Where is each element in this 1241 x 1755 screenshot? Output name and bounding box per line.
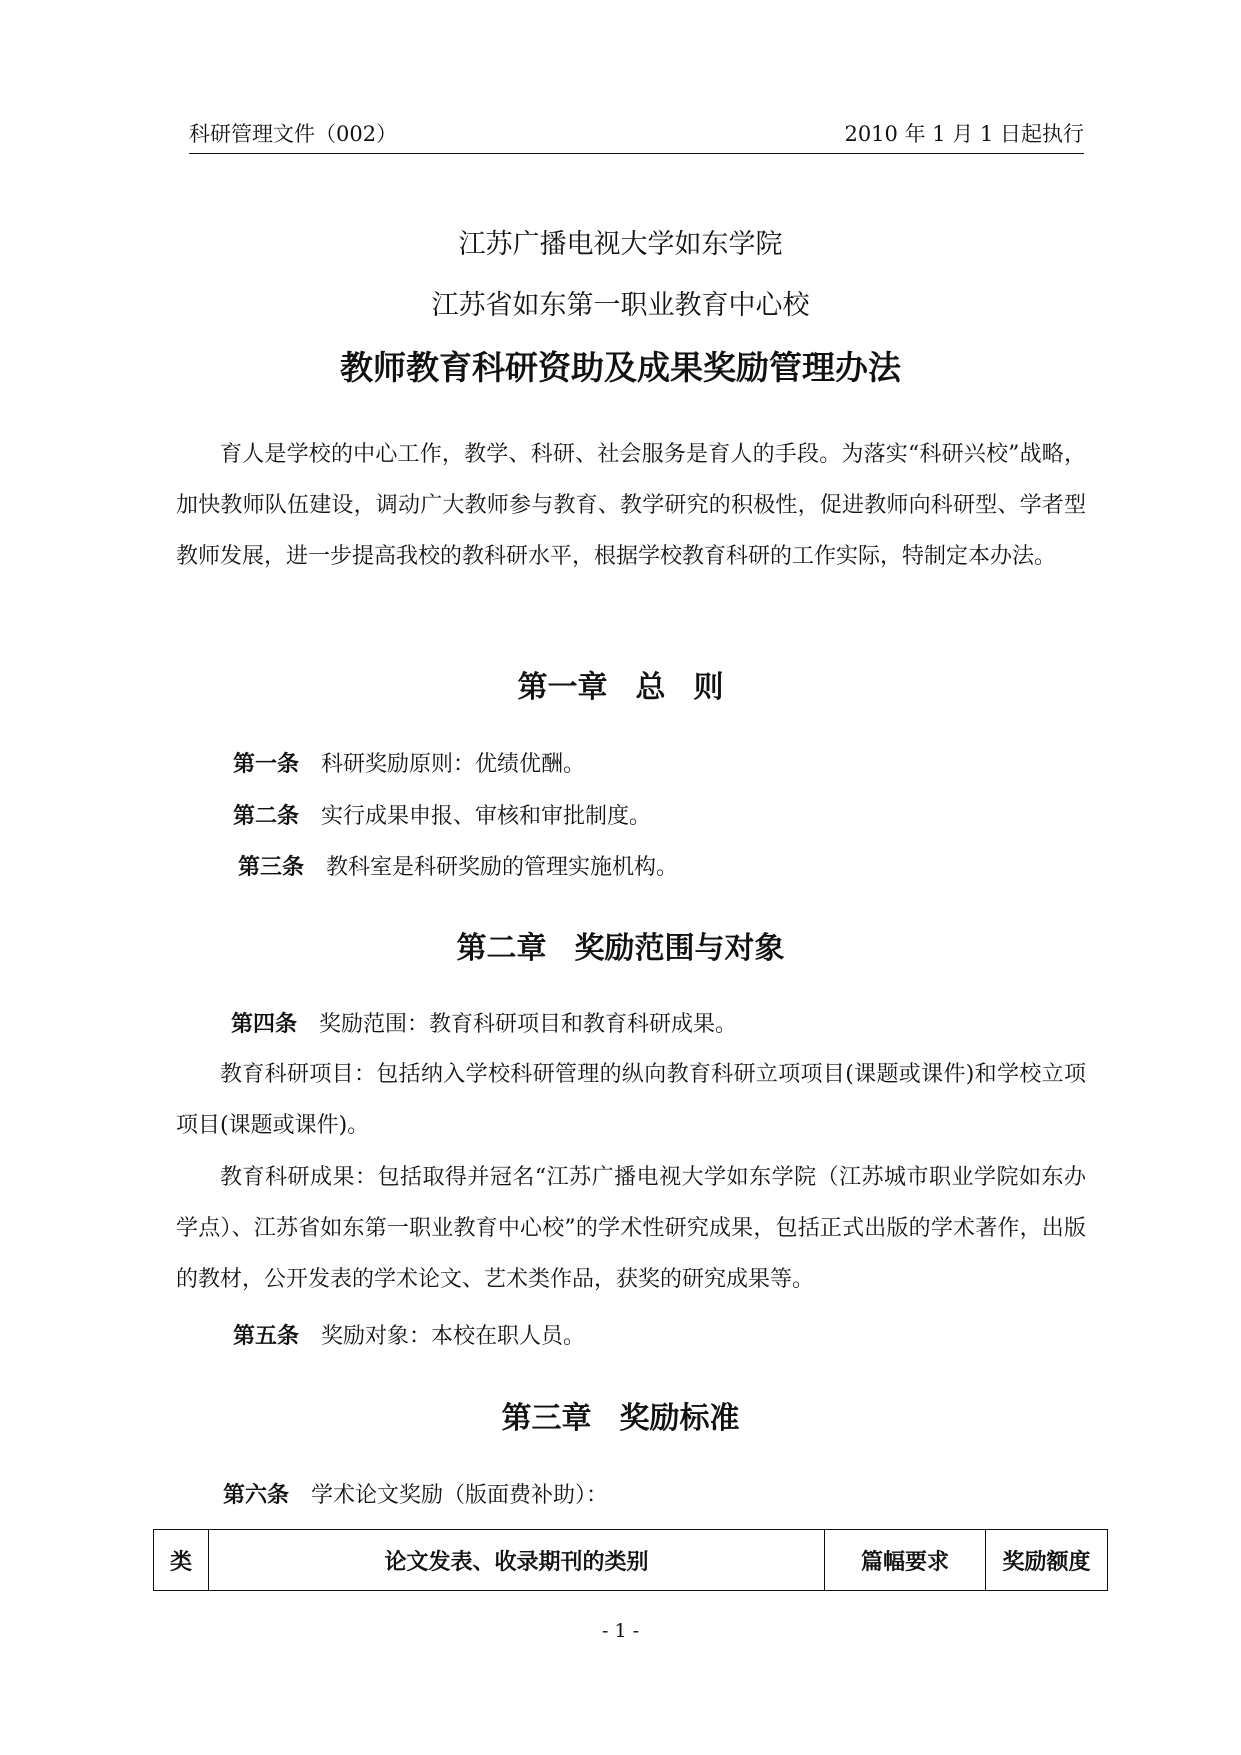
page-number: - 1 - — [601, 1620, 639, 1642]
header-effective-date: 2010 年 1 月 1 日起执行 — [844, 122, 1084, 146]
article-4-text: 奖励范围：教育科研项目和教育科研成果。 — [319, 1012, 738, 1037]
article-4-label: 第四条 — [231, 1012, 298, 1037]
article-4 — [231, 1010, 737, 1040]
table-header-category: 类 — [154, 1530, 209, 1591]
article-2-text: 实行成果申报、审核和审批制度。 — [321, 804, 652, 829]
chapter-3-number: 第三章 — [501, 1401, 592, 1436]
chapter-2-heading — [0, 923, 1241, 967]
paper-award-table — [153, 1529, 1108, 1591]
article-6-label: 第六条 — [223, 1483, 290, 1508]
article-6-text: 学术论文奖励（版面费补助）： — [311, 1483, 609, 1508]
article-1-label: 第一条 — [233, 752, 300, 777]
article-3-text: 教科室是科研奖励的管理实施机构。 — [326, 855, 679, 880]
table-header-row — [154, 1530, 1108, 1591]
chapter-2-title: 奖励范围与对象 — [574, 931, 785, 966]
article-3-label: 第三条 — [238, 855, 305, 880]
intro-paragraph: 育人是学校的中心工作，教学、科研、社会服务是育人的手段。为落实“科研兴校”战略，加快教师队伍建设，调动广大教师参与教育、教学研究的积极性，促进教师向科研型、学者型教师发展，进一步提高我校的教科研水平，根据学校教育科研的工作实际，特制定本办法。 — [176, 442, 1086, 569]
article-5-text: 奖励对象：本校在职人员。 — [321, 1324, 586, 1349]
article-3 — [238, 853, 678, 883]
table-header-award-amount: 奖励额度 — [986, 1530, 1108, 1591]
chapter-1-title-part-2: 则 — [693, 670, 724, 705]
article-5-label: 第五条 — [233, 1324, 300, 1349]
chapter-3-heading — [0, 1393, 1241, 1437]
research-projects-paragraph: 教育科研项目：包括纳入学校科研管理的纵向教育科研立项项目(课题或课件)和学校立项项目(课题或课件)。 — [176, 1062, 1086, 1138]
article-1 — [233, 750, 585, 780]
document-title: 教师教育科研资助及成果奖励管理办法 — [340, 348, 901, 387]
table-header-journal-type: 论文发表、收录期刊的类别 — [209, 1530, 825, 1591]
chapter-1-heading — [0, 662, 1241, 706]
page-header — [189, 120, 1084, 154]
article-5 — [233, 1322, 585, 1352]
research-results-paragraph: 教育科研成果：包括取得并冠名“江苏广播电视大学如东学院（江苏城市职业学院如东办学点）、江苏省如东第一职业教育中心校”的学术性研究成果，包括正式出版的学术著作，出版的教材，公开发表的学术论文、艺术类作品，获奖的研究成果等。 — [176, 1165, 1086, 1292]
chapter-1-number: 第一章 — [517, 670, 608, 705]
article-6 — [223, 1481, 608, 1511]
header-document-number: 科研管理文件（002） — [189, 122, 398, 146]
title-institution-1: 江苏广播电视大学如东学院 — [458, 229, 783, 260]
chapter-3-title: 奖励标准 — [619, 1401, 740, 1436]
title-institution-2: 江苏省如东第一职业教育中心校 — [431, 290, 810, 321]
article-1-text: 科研奖励原则：优绩优酬。 — [321, 752, 586, 777]
article-2-label: 第二条 — [233, 804, 300, 829]
chapter-2-number: 第二章 — [456, 931, 547, 966]
chapter-1-title-part-1: 总 — [635, 670, 666, 705]
table-header-length-requirement: 篇幅要求 — [825, 1530, 986, 1591]
article-2 — [233, 802, 651, 832]
